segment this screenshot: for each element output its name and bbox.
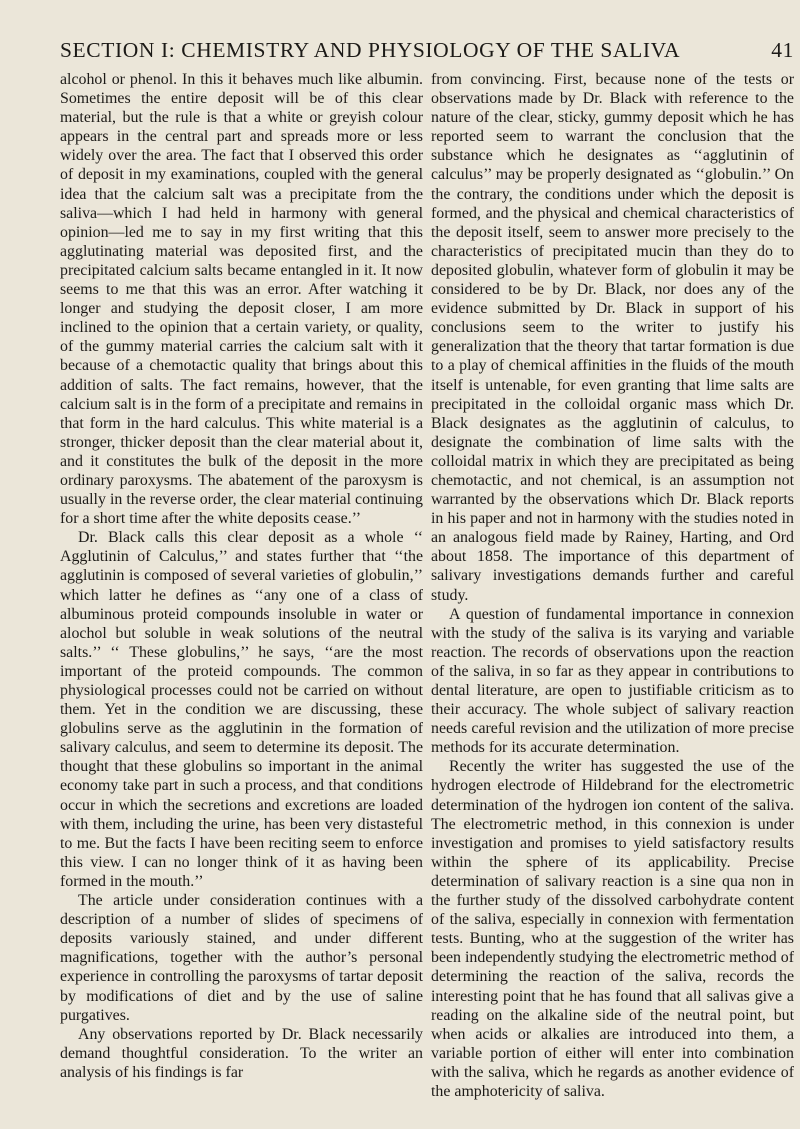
paragraph: A question of fundamental importance in connexion with the study of the saliva is its varying and variable reaction. The records of observations upon the reaction of the saliva, in so far as they appear in contributions to dental literature, are open to justifiable criticism as to their accuracy. The whole subject of salivary reaction needs careful revision and the utilization of more precise methods for its accurate determination. bbox=[431, 605, 794, 757]
running-head bbox=[60, 38, 800, 63]
section-title: SECTION I: CHEMISTRY AND PHYSIOLOGY OF THE SALIVA bbox=[60, 38, 681, 62]
page-number: 41 bbox=[771, 38, 794, 62]
paragraph: The article under consideration continues with a description of a number of slides of specimens of deposits variously stained, and under different magnifications, together with the author’s personal experience in controlling the paroxysms of tartar deposit by modifications of diet and by the use of saline purgatives. bbox=[60, 892, 423, 1024]
right-column bbox=[431, 70, 794, 1120]
left-column bbox=[60, 70, 423, 1120]
paragraph: Dr. Black calls this clear deposit as a whole ‘‘ Agglutinin of Calculus,’’ and states further that ‘‘the agglutinin is composed of several varieties of globulin,’’ which latter he defines as ‘‘any one of a class of albuminous proteid compounds insoluble in water or alochol but soluble in weak solutions of the neutral salts.’’ ‘‘ These globulins,’’ he says, ‘‘are the most important of the proteid compounds. The common physiological processes could not be carried on without them. Yet in the condition we are discussing, these globulins serve as the agglutinin in the formation of salivary calculus, and seem to determine its deposit. The thought that these globulins so important in the animal economy take part in such a process, and that conditions occur in which the secretions and excretions are loaded with them, including the urine, has been very distasteful to me. But the facts I have been reciting seem to enforce this view. I can no longer think of it as having been formed in the mouth.’’ bbox=[60, 529, 423, 890]
paragraph: Recently the writer has suggested the use of the hydrogen electrode of Hildebrand for the electrometric determination of the hydrogen ion content of the saliva. The electrometric method, in this connexion is under investigation and promises to yield satisfactory results within the sphere of its applicability. Precise determination of salivary reaction is a sine qua non in the further study of the dissolved carbohydrate content of the saliva, especially in connexion with fermentation tests. Bunting, who at the suggestion of the writer has been independently studying the electrometric method of determining the reaction of the saliva, records the interesting point that he has found that all salivas give a reading on the alkaline side of the neutral point, but when acids or alkalies are introduced into them, a variable portion of either will enter into combination with the saliva, which he regards as another evidence of the amphotericity of saliva. bbox=[431, 758, 794, 1100]
paragraph: Any observations reported by Dr. Black necessarily demand thoughtful consideration. To the writer an analysis of his findings is far bbox=[60, 1025, 423, 1081]
paragraph: from convincing. First, because none of the tests or observations made by Dr. Black with reference to the nature of the clear, sticky, gummy deposit which he has reported seem to warrant the conclusion that the substance which he designates as ‘‘agglutinin of calculus’’ may be properly designated as ‘‘globulin.’’ On the contrary, the conditions under which the deposit is formed, and the physical and chemical characteristics of the deposit itself, seem to answer more precisely to the characteristics of precipitated mucin than they do to deposited globulin, whatever form of globulin it may be considered to be by Dr. Black, nor does any of the evidence submitted by Dr. Black in support of his conclusions seem to the writer to justify his generalization that the theory that tartar formation is due to a play of chemical affinities in the fluids of the mouth itself is untenable, for even granting that lime salts are precipitated in the colloidal organic mass which Dr. Black designates as the agglutinin of calculus, to designate the combination of lime salts with the colloidal matrix in which they are precipitated as being chemotactic, and not chemical, is an assumption not warranted by the observations which Dr. Black reports in his paper and not in harmony with the studies noted in an analogous field made by Rainey, Harting, and Ord about 1858. The importance of this department of salivary investigations demands further and careful study. bbox=[431, 71, 794, 604]
paragraph: alcohol or phenol. In this it behaves much like albumin. Sometimes the entire deposit will be of this clear material, but the rule is that a white or greyish colour appears in the central part and spreads more or less widely over the area. The fact that I observed this order of deposit in my examinations, coupled with the general idea that the calcium salt was a precipitate from the saliva—which I had held in harmony with general opinion—led me to say in my first writing that this agglutinating material was deposited first, and the precipitated calcium salts became entangled in it. It now seems to me that this was an error. After watching it longer and studying the deposit closer, I am more inclined to the opinion that a certain variety, or quality, of the gummy material carries the calcium salt with it because of a chemotactic quality that brings about this addition of salts. The fact remains, however, that the calcium salt is in the form of a precipitate and remains in that form in the hard calculus. This white material is a stronger, thicker deposit than the clear material about it, and it constitutes the bulk of the deposit in the more ordinary paroxysms. The abatement of the paroxysm is usually in the reverse order, the clear material continuing for a short time after the white deposits cease.’’ bbox=[60, 71, 423, 528]
text-columns bbox=[60, 70, 794, 1120]
